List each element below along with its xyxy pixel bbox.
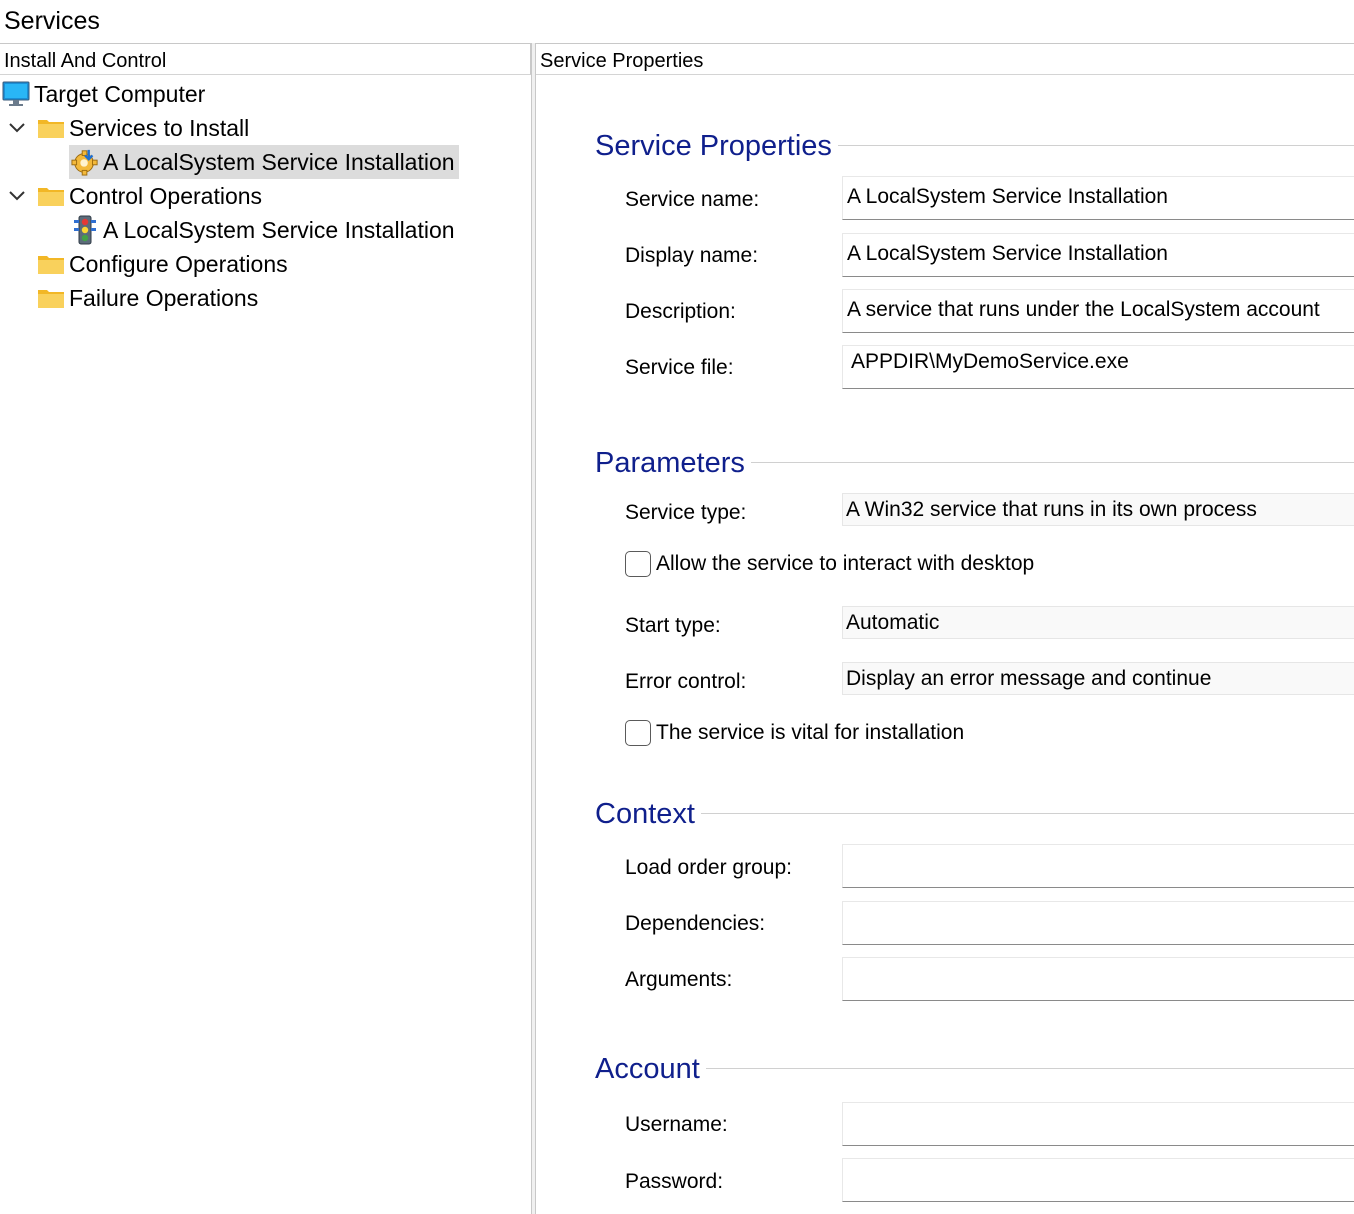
display-name-label: Display name: bbox=[625, 244, 759, 267]
monitor-icon bbox=[2, 80, 30, 108]
properties-pane-header: Service Properties bbox=[536, 43, 1354, 75]
description-input[interactable]: A service that runs under the LocalSystem account bbox=[842, 289, 1354, 333]
traffic-light-icon bbox=[71, 216, 99, 244]
properties-pane bbox=[536, 43, 1354, 1214]
tree-item-control-service[interactable] bbox=[71, 213, 459, 247]
tree-item-label: A LocalSystem Service Installation bbox=[103, 149, 455, 175]
load-order-group-label: Load order group: bbox=[625, 856, 792, 879]
tree-item-label: Configure Operations bbox=[69, 251, 288, 277]
service-name-input[interactable]: A LocalSystem Service Installation bbox=[842, 176, 1354, 220]
dependencies-input[interactable] bbox=[842, 901, 1354, 945]
start-type-select[interactable]: Automatic bbox=[842, 606, 1354, 639]
tree-item-label: A LocalSystem Service Installation bbox=[103, 217, 455, 243]
arguments-label: Arguments: bbox=[625, 968, 733, 991]
dependencies-label: Dependencies: bbox=[625, 912, 766, 935]
error-control-select[interactable]: Display an error message and continue bbox=[842, 662, 1354, 695]
page-title: Services bbox=[4, 7, 100, 35]
tree-item-services-to-install[interactable] bbox=[37, 111, 253, 145]
gear-install-icon bbox=[71, 148, 99, 176]
vital-checkbox[interactable] bbox=[625, 720, 651, 746]
username-label: Username: bbox=[625, 1113, 728, 1136]
interact-desktop-checkbox-row[interactable] bbox=[625, 551, 1034, 577]
service-file-input[interactable]: APPDIR\MyDemoService.exe bbox=[842, 345, 1354, 389]
error-control-label: Error control: bbox=[625, 670, 747, 693]
password-label: Password: bbox=[625, 1170, 724, 1193]
section-divider bbox=[596, 813, 1354, 814]
folder-icon bbox=[37, 250, 65, 278]
service-type-label: Service type: bbox=[625, 501, 747, 524]
load-order-group-input[interactable] bbox=[842, 844, 1354, 888]
section-title-parameters: Parameters bbox=[595, 445, 751, 481]
tree-item-label: Failure Operations bbox=[69, 285, 259, 311]
service-file-label: Service file: bbox=[625, 356, 734, 379]
username-input[interactable] bbox=[842, 1102, 1354, 1146]
section-title-account: Account bbox=[595, 1051, 706, 1087]
arguments-input[interactable] bbox=[842, 957, 1354, 1001]
password-input[interactable] bbox=[842, 1158, 1354, 1202]
folder-icon bbox=[37, 284, 65, 312]
tree-item-label: Target Computer bbox=[34, 81, 206, 107]
folder-icon bbox=[37, 114, 65, 142]
tree-item-target-computer[interactable] bbox=[2, 77, 209, 111]
tree-pane bbox=[0, 43, 531, 1214]
vital-label: The service is vital for installation bbox=[656, 721, 965, 744]
section-title-service-properties: Service Properties bbox=[595, 128, 838, 164]
tree-item-configure-operations[interactable] bbox=[37, 247, 292, 281]
tree-item-label: Control Operations bbox=[69, 183, 263, 209]
chevron-down-icon[interactable] bbox=[7, 118, 27, 138]
section-divider bbox=[596, 1068, 1354, 1069]
tree-item-install-service[interactable] bbox=[69, 145, 459, 179]
tree-item-control-operations[interactable] bbox=[37, 179, 266, 213]
section-title-context: Context bbox=[595, 796, 701, 832]
service-name-label: Service name: bbox=[625, 188, 760, 211]
folder-icon bbox=[37, 182, 65, 210]
vital-checkbox-row[interactable] bbox=[625, 720, 964, 746]
tree-pane-header: Install And Control bbox=[0, 43, 531, 75]
description-label: Description: bbox=[625, 300, 736, 323]
interact-desktop-label: Allow the service to interact with desktop bbox=[656, 552, 1035, 575]
tree-item-label: Services to Install bbox=[69, 115, 250, 141]
service-type-select[interactable]: A Win32 service that runs in its own process bbox=[842, 493, 1354, 526]
interact-desktop-checkbox[interactable] bbox=[625, 551, 651, 577]
chevron-down-icon[interactable] bbox=[7, 186, 27, 206]
tree-item-failure-operations[interactable] bbox=[37, 281, 262, 315]
display-name-input[interactable]: A LocalSystem Service Installation bbox=[842, 233, 1354, 277]
start-type-label: Start type: bbox=[625, 614, 721, 637]
